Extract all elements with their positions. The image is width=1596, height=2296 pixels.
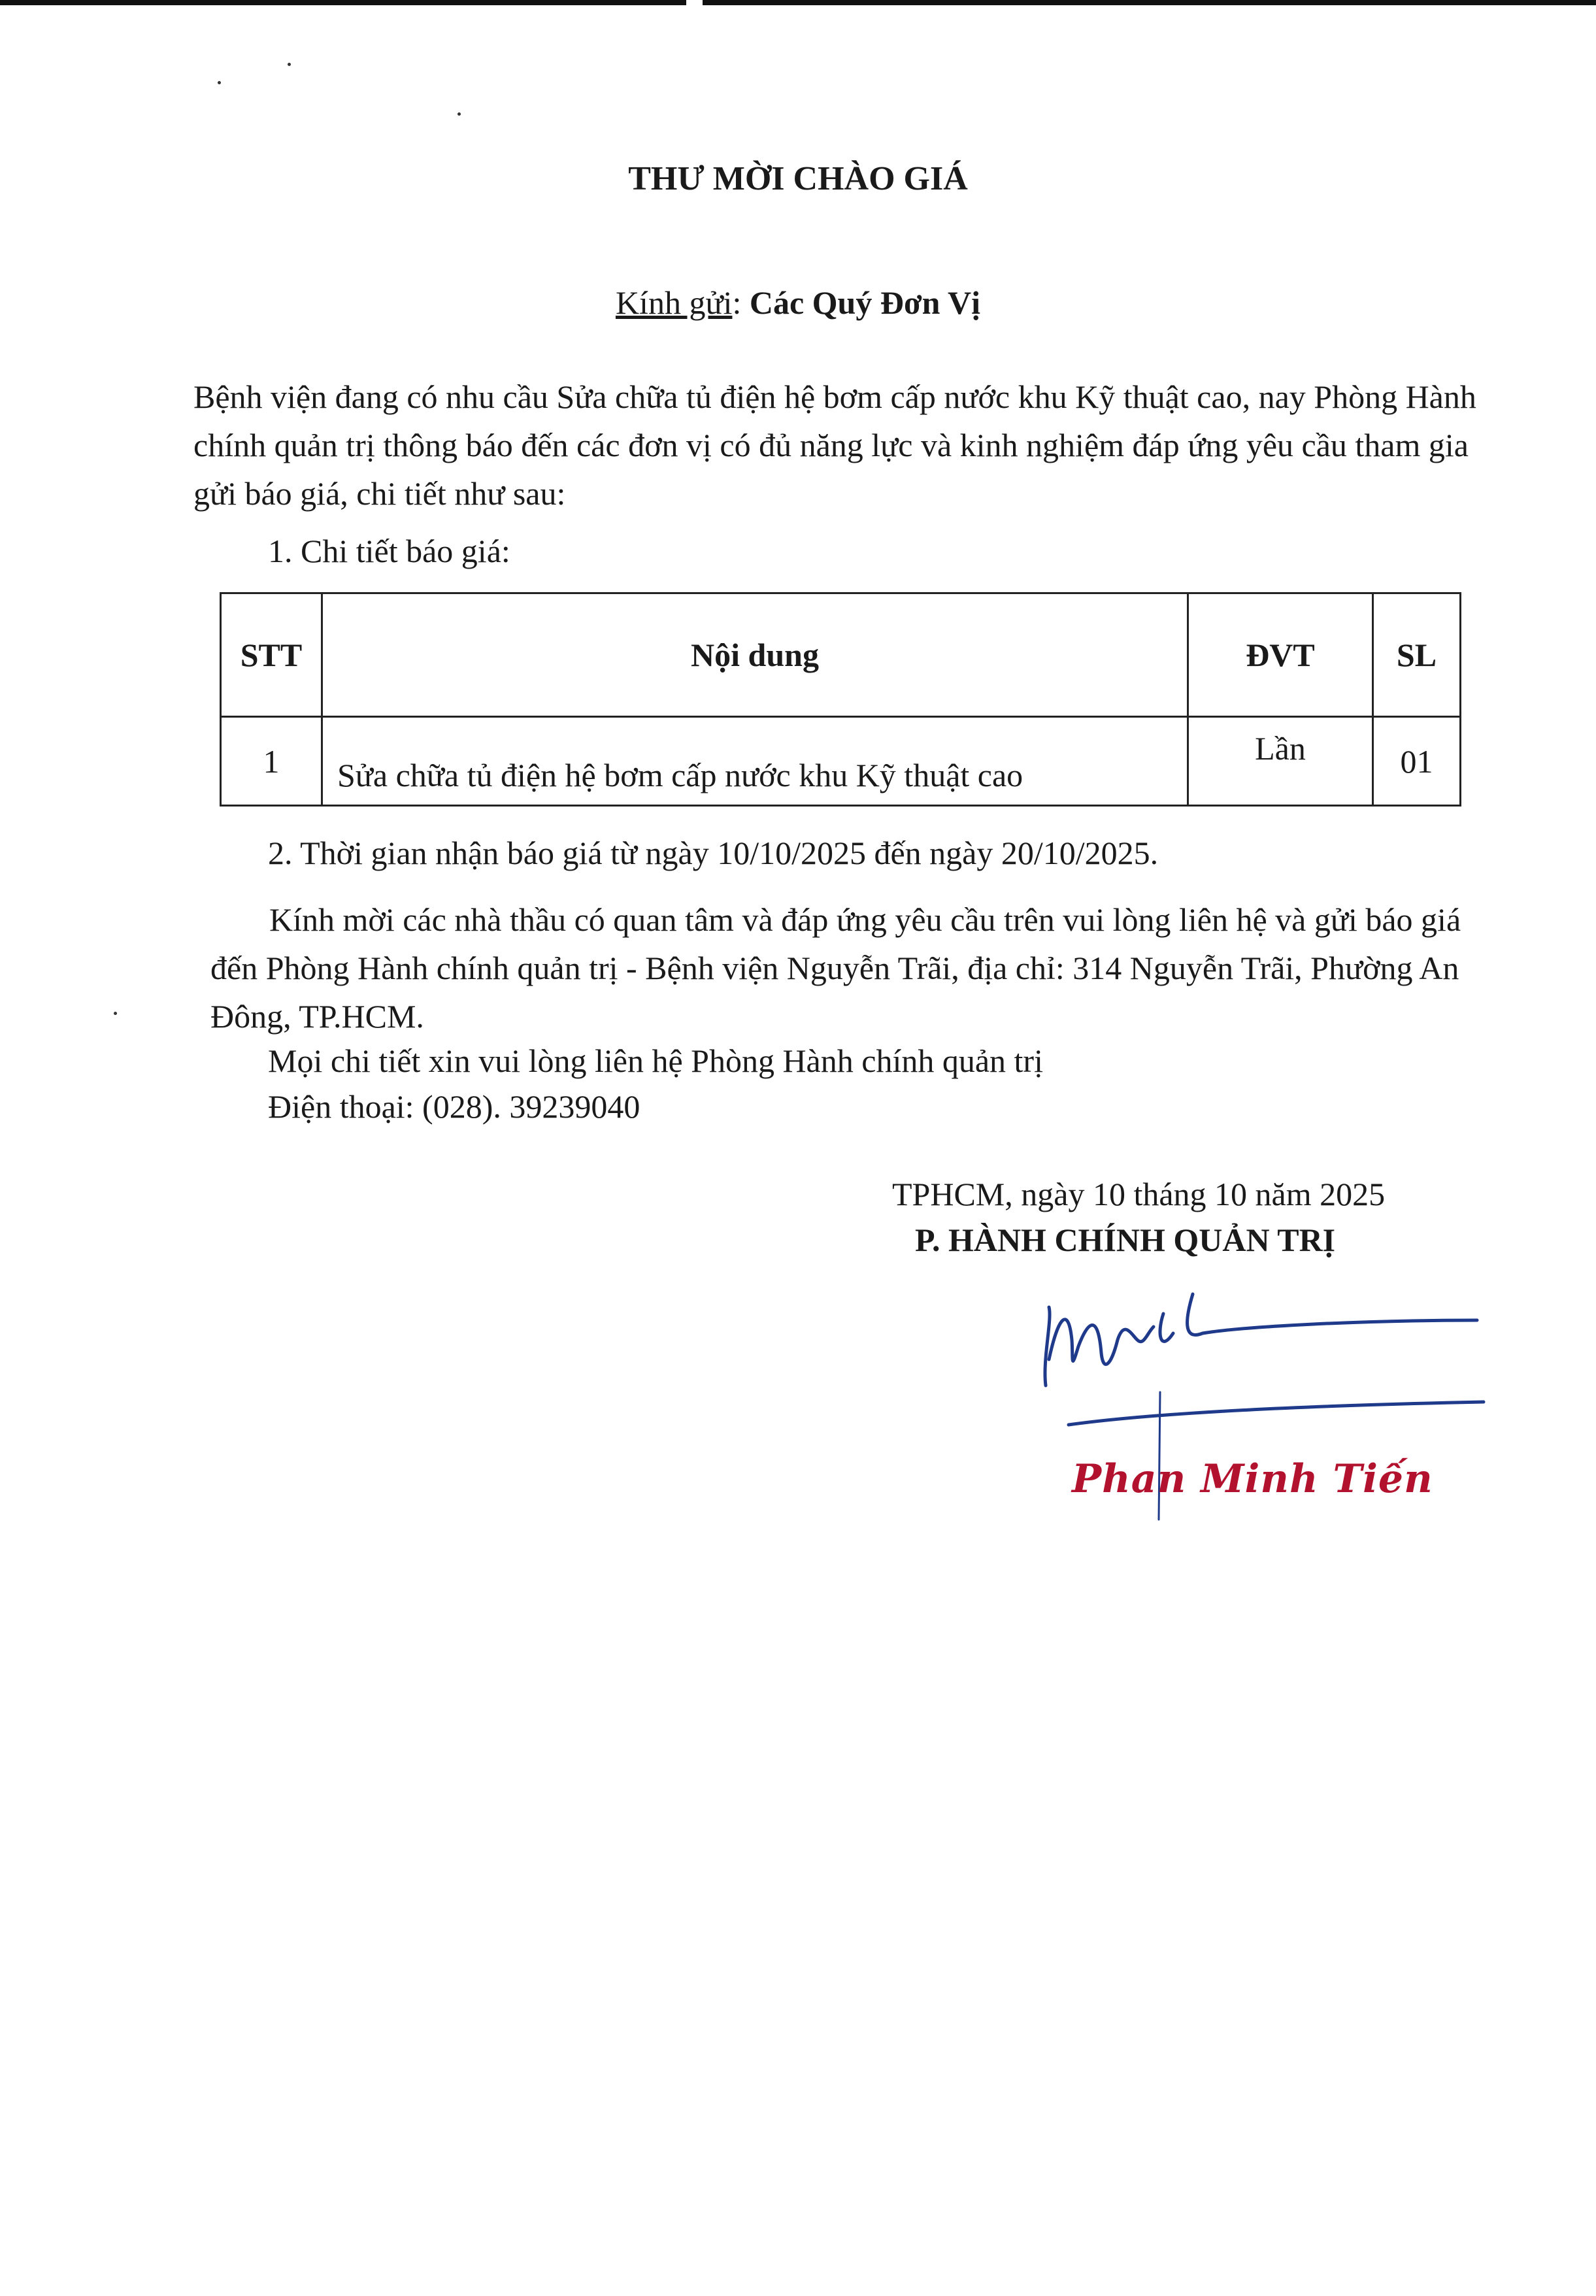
cell-unit: Lần (1188, 717, 1373, 806)
salutation-label: Kính gửi (615, 284, 733, 321)
handwritten-signature (1033, 1281, 1490, 1542)
document-title: THƯ MỜI CHÀO GIÁ (628, 160, 968, 197)
scan-speck (288, 63, 291, 66)
cell-content: Sửa chữa tủ điện hệ bơm cấp nước khu Kỹ thuật cao (322, 717, 1188, 806)
salutation-colon: : (732, 284, 742, 321)
scan-speck (218, 81, 221, 84)
header-qty: SL (1373, 593, 1461, 717)
cell-stt: 1 (221, 717, 322, 806)
table-header-row (221, 593, 1461, 717)
quote-table (220, 592, 1461, 807)
scan-edge-left (0, 0, 686, 5)
intro-paragraph: Bệnh viện đang có nhu cầu Sửa chữa tủ điện hệ bơm cấp nước khu Kỹ thuật cao, nay Phòng Hành chính quản trị thông báo đến các đơn vị có đủ năng lực và kinh nghiệm đáp ứng yêu cầu tham gia gửi báo giá, chi tiết như sau: (193, 378, 1476, 512)
header-stt: STT (221, 593, 322, 717)
table-row (221, 717, 1461, 806)
signature-underline (1069, 1402, 1484, 1425)
signature-stroke (1045, 1294, 1477, 1386)
signer-name: Phan Minh Tiến (1072, 1456, 1433, 1502)
scan-speck (457, 112, 461, 116)
header-content: Nội dung (322, 593, 1188, 717)
invitation-paragraph: Kính mời các nhà thầu có quan tâm và đáp ứng yêu cầu trên vui lòng liên hệ và gửi báo giá đến Phòng Hành chính quản trị - Bệnh viện Nguyễn Trãi, địa chỉ: 314 Nguyễn Trãi, Phường An Đông, TP.HCM. (210, 901, 1461, 1035)
department-name: P. HÀNH CHÍNH QUẢN TRỊ (915, 1222, 1336, 1258)
salutation (0, 284, 1596, 322)
header-unit: ĐVT (1188, 593, 1373, 717)
scan-speck (114, 1012, 117, 1015)
section-1-heading: 1. Chi tiết báo giá: (268, 533, 510, 569)
cell-qty: 01 (1373, 717, 1461, 806)
date-line: TPHCM, ngày 10 tháng 10 năm 2025 (892, 1176, 1386, 1212)
phone-line: Điện thoại: (028). 39239040 (268, 1088, 640, 1125)
contact-line: Mọi chi tiết xin vui lòng liên hệ Phòng Hành chính quản trị (268, 1042, 1043, 1079)
scan-edge-right (703, 0, 1596, 5)
section-2-timeline: 2. Thời gian nhận báo giá từ ngày 10/10/2025 đến ngày 20/10/2025. (268, 835, 1159, 871)
recipient: Các Quý Đơn Vị (749, 284, 981, 321)
